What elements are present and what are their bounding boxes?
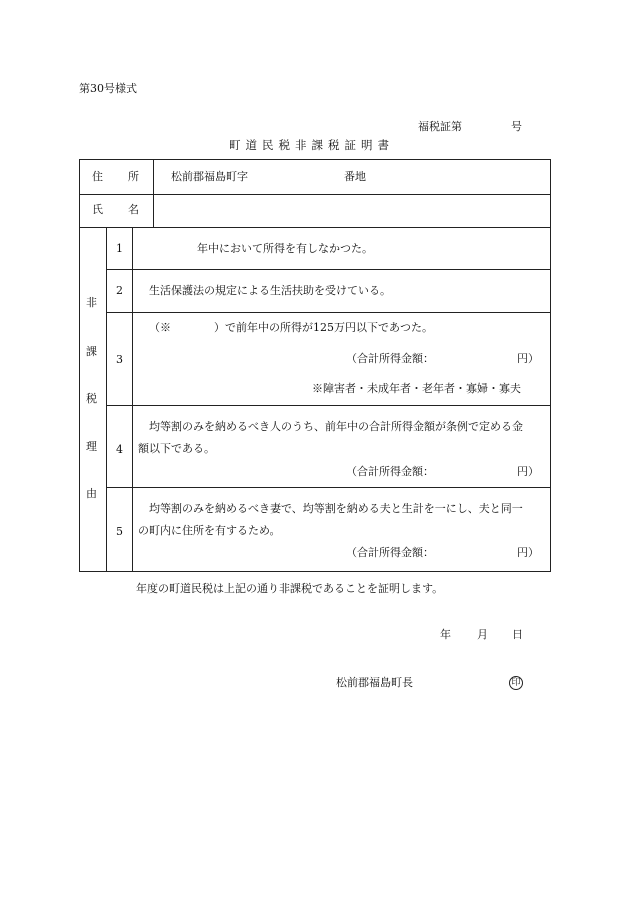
address-value: 松前郡福島町字 xyxy=(171,170,248,183)
reason-label-char: 由 xyxy=(86,487,97,500)
certification-statement: 年度の町道民税は上記の通り非課税であることを証明します。 xyxy=(136,582,444,595)
document-title: 町道民税非課税証明書 xyxy=(229,138,394,152)
address-label-1: 住 xyxy=(92,170,103,183)
reason-label-char: 課 xyxy=(86,345,97,358)
amount-unit: 円） xyxy=(517,465,539,478)
reason-label-char: 非 xyxy=(86,296,97,309)
address-suffix: 番地 xyxy=(344,170,366,183)
reason-text: 生活保護法の規定による生活扶助を受けている。 xyxy=(149,284,391,297)
address-label-2: 所 xyxy=(128,170,139,183)
form-number: 第30号様式 xyxy=(79,82,137,95)
row-divider xyxy=(106,487,550,488)
row-divider xyxy=(106,405,550,406)
reason-text: ）で前年中の所得が125万円以下であつた。 xyxy=(214,321,433,334)
seal-mark: 印 xyxy=(509,676,523,690)
reason-number: 2 xyxy=(116,284,123,297)
reason-number: 3 xyxy=(116,353,123,366)
cert-number-suffix: 号 xyxy=(511,120,522,133)
name-label-1: 氏 xyxy=(92,203,103,216)
reason-text: 年中において所得を有しなかつた。 xyxy=(197,242,373,255)
cert-number-prefix: 福税証第 xyxy=(418,120,462,133)
row-divider xyxy=(106,312,550,313)
reason-text-prefix: （※ xyxy=(149,321,171,334)
reason-note: ※障害者・未成年者・老年者・寡婦・寡夫 xyxy=(312,382,521,395)
reason-number: 5 xyxy=(116,525,123,538)
amount-label: （合計所得金額： xyxy=(346,546,434,559)
reason-number: 1 xyxy=(116,242,123,255)
reason-text-line1: 均等割のみを納めるべき妻で、均等割を納める夫と生計を一にし、夫と同一 xyxy=(149,502,523,515)
date-year: 年 xyxy=(440,628,451,641)
amount-unit: 円） xyxy=(517,352,539,365)
column-divider xyxy=(153,160,154,227)
date-day: 日 xyxy=(512,628,523,641)
reason-text-line2: の町内に住所を有するため。 xyxy=(138,524,281,537)
date-month: 月 xyxy=(477,628,488,641)
reason-label-char: 理 xyxy=(86,440,97,453)
amount-label: （合計所得金額： xyxy=(346,352,434,365)
reason-label-char: 税 xyxy=(86,392,97,405)
amount-label: （合計所得金額： xyxy=(346,465,434,478)
name-label-2: 名 xyxy=(128,203,139,216)
row-divider xyxy=(80,227,550,228)
reason-text-line1: 均等割のみを納めるべき人のうち、前年中の合計所得金額が条例で定める金 xyxy=(149,420,523,433)
column-divider xyxy=(132,227,133,571)
column-divider xyxy=(106,227,107,571)
row-divider xyxy=(106,269,550,270)
amount-unit: 円） xyxy=(517,546,539,559)
reason-text-line2: 額以下である。 xyxy=(138,442,215,455)
row-divider xyxy=(80,194,550,195)
reason-number: 4 xyxy=(116,443,123,456)
issuer-name: 松前郡福島町長 xyxy=(336,676,413,689)
certificate-table xyxy=(79,159,551,572)
